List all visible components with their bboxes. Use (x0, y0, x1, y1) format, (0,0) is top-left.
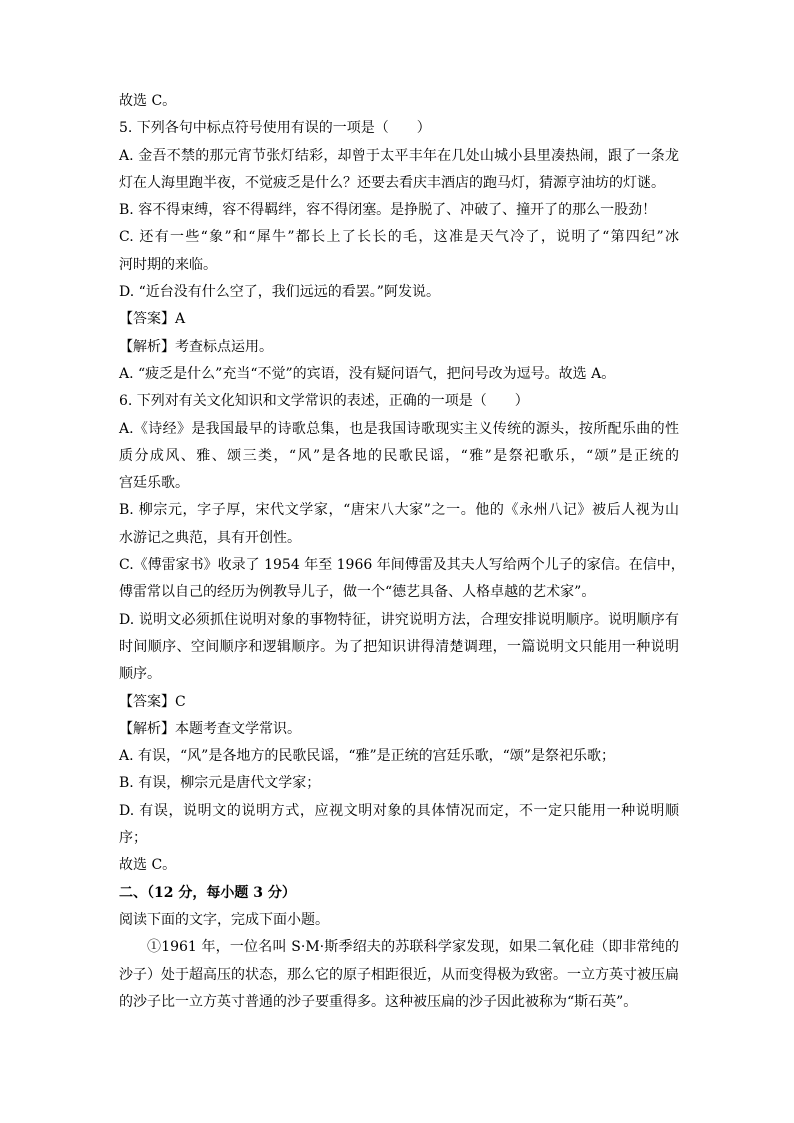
option-text: 灯在人海里跑半夜，不觉疲乏是什么？还要去看庆丰酒店的跑马灯，猜源亨油坊的灯谜。 (119, 174, 665, 191)
document-body (119, 88, 685, 1016)
option-text: C.《傅雷家书》收录了 1954 年至 1966 年间傅雷及其夫人写给两个儿子的家信。在信中， (119, 557, 685, 574)
analysis-line: 序； (119, 830, 147, 847)
option-text: B. 柳宗元，字子厚，宋代文学家，“唐宋八大家”之一。他的《永州八记》被后人视为山 (119, 502, 679, 519)
option-text: 顺序。 (119, 666, 161, 683)
analysis-line: 【解析】本题考查文学常识。 (119, 720, 301, 737)
question-heading: 6. 下列对有关文化知识和文学常识的表述，正确的一项是（ ） (119, 393, 529, 410)
option-text: B. 容不得束缚，容不得羁绊，容不得闭塞。是挣脱了、冲破了、撞开了的那么一股劲！ (119, 202, 657, 219)
analysis-line: 【解析】考查标点运用。 (119, 338, 273, 355)
answer-line: 【答案】A (119, 311, 186, 328)
option-text: A. 金吾不禁的那元宵节张灯结彩，却曾于太平丰年在几处山城小县里凑热闹，跟了一条龙 (119, 147, 679, 164)
analysis-line: D. 有误，说明文的说明方式，应视文明对象的具体情况而定，不一定只能用一种说明顺 (119, 802, 679, 819)
passage-paragraph: ①1961 年，一位名叫 S·M·斯季绍夫的苏联科学家发现，如果二氧化硅（即非常纯的 (147, 939, 679, 956)
option-text: 傅雷常以自己的经历为例教导儿子，做一个“德艺具备、人格卓越的艺术家”。 (119, 584, 596, 601)
option-text: 宫廷乐歌。 (119, 475, 189, 492)
analysis-line: A. 有误，“风”是各地方的民歌民谣，“雅”是正统的宫廷乐歌，“颂”是祭祀乐歌； (119, 748, 615, 765)
option-text: D. 说明文必须抓住说明对象的事物特征，讲究说明方法，合理安排说明顺序。说明顺序有 (119, 611, 679, 628)
text-line: 故选 C。 (119, 93, 177, 109)
option-text: 时间顺序、空间顺序和逻辑顺序。为了把知识讲得清楚调理，一篇说明文只能用一种说明 (119, 638, 679, 655)
section-heading: 二、（12 分，每小题 3 分） (119, 884, 296, 901)
analysis-line: A. “疲乏是什么”充当“不觉”的宾语，没有疑问语气，把问号改为逗号。故选 A。 (119, 365, 616, 382)
option-text: 水游记之典范，具有开创性。 (119, 529, 301, 546)
passage-paragraph: 沙子）处于超高压的状态，那么它的原子相距很近，从而变得极为致密。一立方英寸被压扁 (119, 966, 679, 983)
question-heading: 5. 下列各句中标点符号使用有误的一项是（ ） (119, 120, 431, 137)
option-text: 河时期的来临。 (119, 256, 217, 273)
option-text: D. “近台没有什么空了，我们远远的看罢。”阿发说。 (119, 284, 440, 301)
passage-paragraph: 的沙子比一立方英寸普通的沙子要重得多。这种被压扁的沙子因此被称为“斯石英”。 (119, 993, 638, 1010)
analysis-line: B. 有误，柳宗元是唐代文学家； (119, 775, 321, 792)
answer-line: 【答案】C (119, 693, 186, 710)
text-line: 故选 C。 (119, 857, 177, 874)
instruction-line: 阅读下面的文字，完成下面小题。 (119, 911, 329, 928)
option-text: A.《诗经》是我国最早的诗歌总集，也是我国诗歌现实主义传统的源头，按所配乐曲的性 (119, 420, 679, 437)
option-text: C. 还有一些“象”和“犀牛”都长上了长长的毛，这准是天气冷了，说明了“第四纪”冰 (119, 229, 679, 246)
option-text: 质分成风、雅、颂三类，“风”是各地的民歌民谣，“雅”是祭祀歌乐，“颂”是正统的 (119, 447, 679, 464)
